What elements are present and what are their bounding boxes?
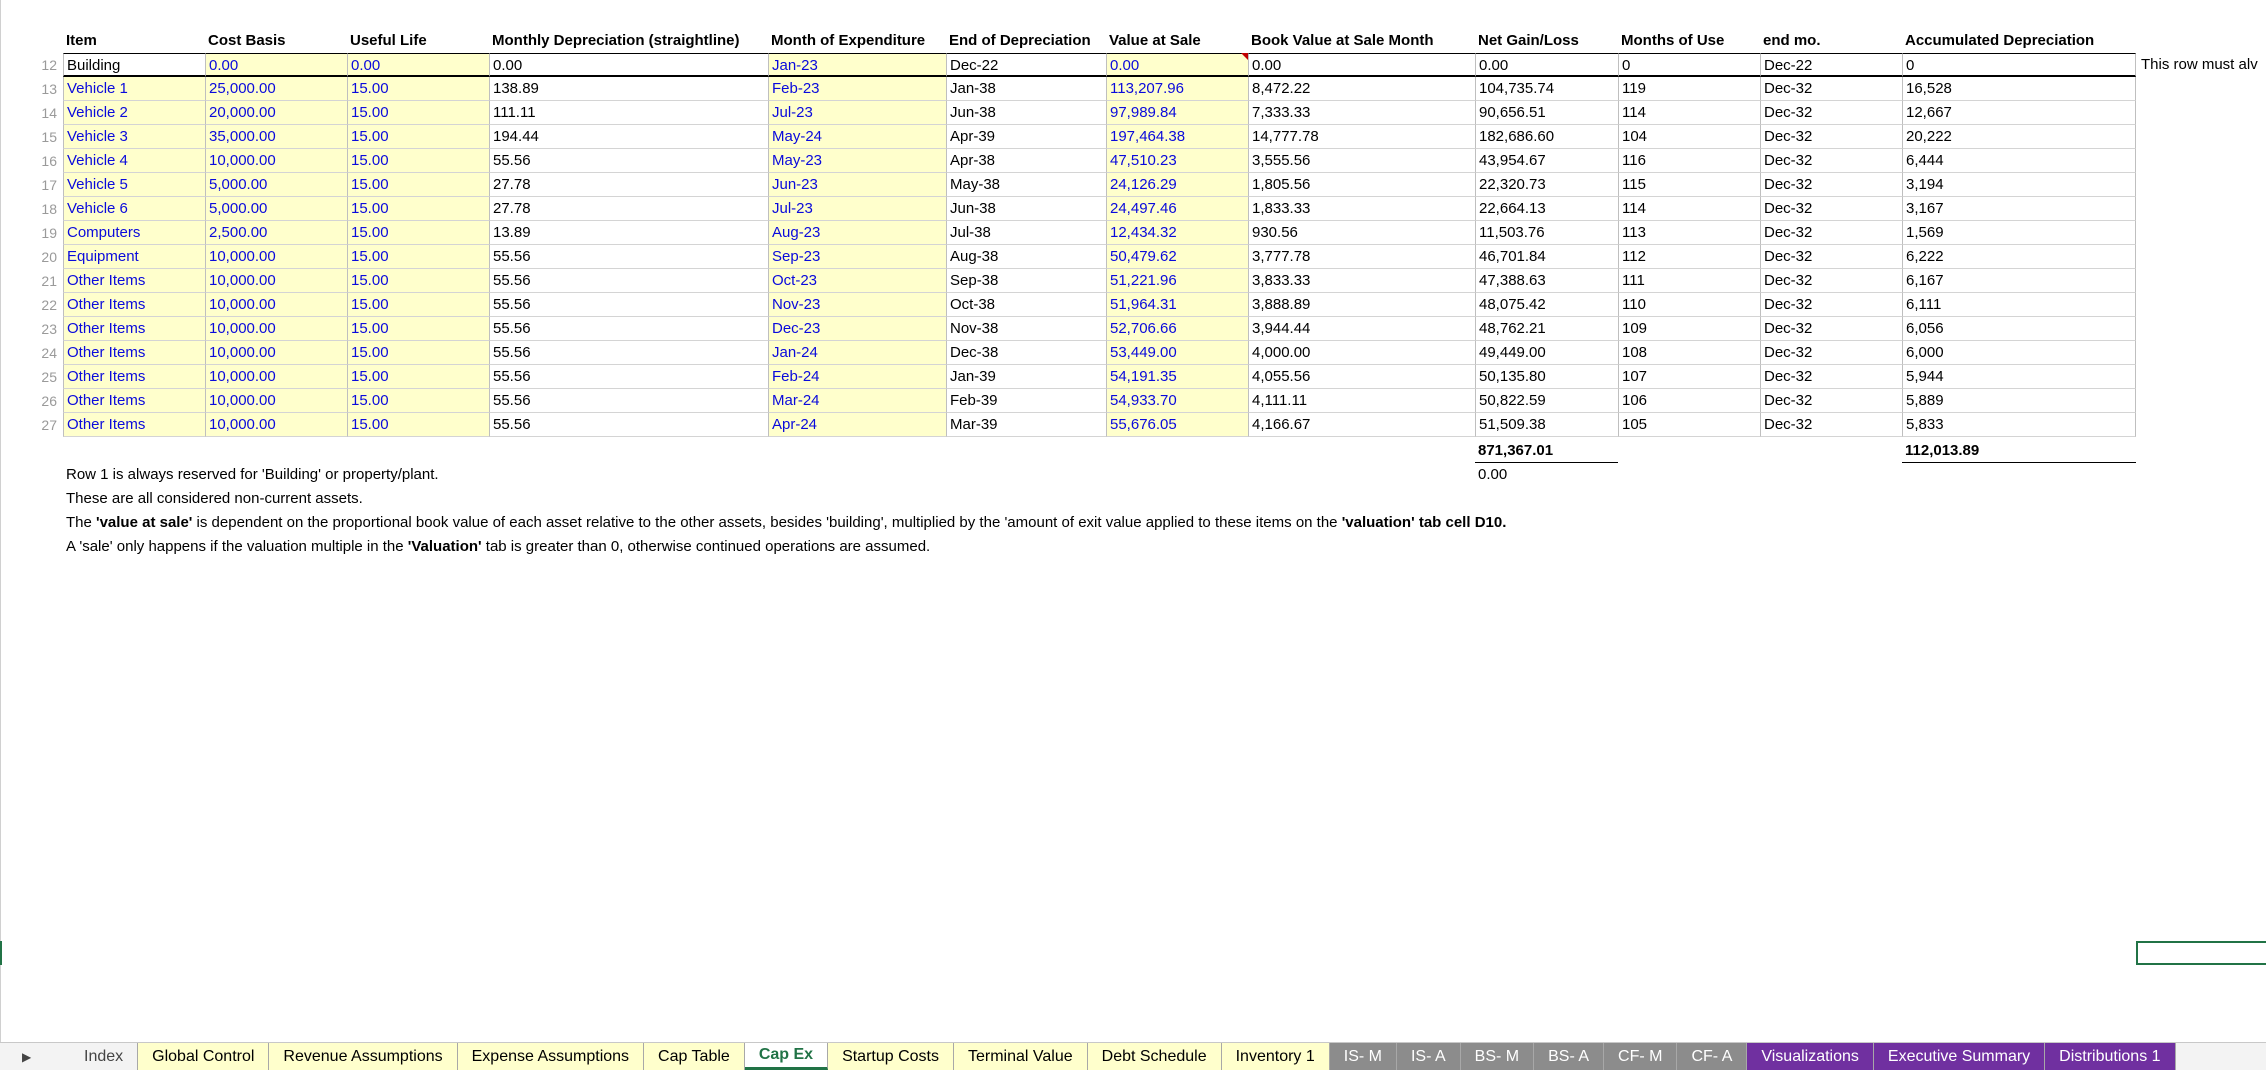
column-header-useful-life: Useful Life bbox=[350, 32, 427, 49]
cell-item[interactable]: Vehicle 5 bbox=[63, 173, 205, 197]
cell-useful-life[interactable]: 15.00 bbox=[347, 197, 489, 221]
cell-end-of-depreciation[interactable]: Nov-38 bbox=[946, 317, 1106, 341]
row-number: 20 bbox=[41, 249, 57, 265]
cell-monthly-depreciation[interactable]: 138.89 bbox=[489, 77, 768, 101]
cell-accumulated-depreciation[interactable]: 6,444 bbox=[1902, 149, 2136, 173]
sheet-tab-terminal-value[interactable]: Terminal Value bbox=[954, 1043, 1088, 1070]
cell-net-gain-loss[interactable]: 22,664.13 bbox=[1475, 197, 1618, 221]
sheet-tab-global-control[interactable]: Global Control bbox=[138, 1043, 269, 1070]
cell-net-gain-loss[interactable]: 0.00 bbox=[1475, 53, 1618, 77]
cell-end-of-depreciation[interactable]: Aug-38 bbox=[946, 245, 1106, 269]
selected-cell-outline[interactable] bbox=[2136, 941, 2266, 965]
cell-book-value-at-sale[interactable]: 8,472.22 bbox=[1248, 77, 1475, 101]
note-sale-condition-part: 'Valuation' bbox=[407, 538, 482, 555]
row-number: 12 bbox=[41, 57, 57, 73]
cell-useful-life[interactable]: 15.00 bbox=[347, 413, 489, 437]
note-sale-condition bbox=[66, 538, 930, 555]
cell-item[interactable]: Computers bbox=[63, 221, 205, 245]
cell-useful-life[interactable]: 15.00 bbox=[347, 221, 489, 245]
note-building-row bbox=[66, 466, 439, 483]
cell-monthly-depreciation[interactable]: 194.44 bbox=[489, 125, 768, 149]
accumulated-depreciation-total: 112,013.89 bbox=[1902, 439, 2136, 463]
sheet-tab-bs-m[interactable]: BS- M bbox=[1461, 1043, 1534, 1070]
sheet-tab-is-m[interactable]: IS- M bbox=[1330, 1043, 1397, 1070]
cell-cost-basis[interactable]: 10,000.00 bbox=[205, 341, 347, 365]
row-number: 22 bbox=[41, 297, 57, 313]
sheet-tab-bar bbox=[0, 1042, 2266, 1070]
cell-end-month[interactable]: Dec-32 bbox=[1760, 317, 1902, 341]
cell-end-of-depreciation[interactable]: Jun-38 bbox=[946, 101, 1106, 125]
cell-useful-life[interactable]: 15.00 bbox=[347, 317, 489, 341]
cell-value-at-sale[interactable]: 55,676.05 bbox=[1106, 413, 1248, 437]
scroll-tabs-right-icon[interactable]: ▶ bbox=[22, 1049, 32, 1064]
cell-monthly-depreciation[interactable]: 55.56 bbox=[489, 317, 768, 341]
cell-net-gain-loss[interactable]: 47,388.63 bbox=[1475, 269, 1618, 293]
cell-month-of-expenditure[interactable]: Feb-24 bbox=[768, 365, 946, 389]
sheet-tab-startup-costs[interactable]: Startup Costs bbox=[828, 1043, 954, 1070]
cell-useful-life[interactable]: 15.00 bbox=[347, 269, 489, 293]
cell-cost-basis[interactable]: 5,000.00 bbox=[205, 197, 347, 221]
cell-end-of-depreciation[interactable]: Mar-39 bbox=[946, 413, 1106, 437]
note-value-at-sale-part: 'valuation' tab cell D10. bbox=[1341, 514, 1507, 531]
cell-monthly-depreciation[interactable]: 27.78 bbox=[489, 173, 768, 197]
cell-months-of-use[interactable]: 115 bbox=[1618, 173, 1760, 197]
cell-end-month[interactable]: Dec-32 bbox=[1760, 293, 1902, 317]
column-header-end-month: end mo. bbox=[1763, 32, 1821, 49]
cell-end-month[interactable]: Dec-32 bbox=[1760, 221, 1902, 245]
cell-accumulated-depreciation[interactable]: 6,167 bbox=[1902, 269, 2136, 293]
cell-month-of-expenditure[interactable]: Jan-24 bbox=[768, 341, 946, 365]
row-header-divider bbox=[0, 0, 1, 1042]
cell-net-gain-loss[interactable]: 11,503.76 bbox=[1475, 221, 1618, 245]
cell-end-month[interactable]: Dec-32 bbox=[1760, 197, 1902, 221]
cell-cost-basis[interactable]: 2,500.00 bbox=[205, 221, 347, 245]
cell-monthly-depreciation[interactable]: 0.00 bbox=[489, 53, 768, 77]
cell-value-at-sale[interactable]: 54,933.70 bbox=[1106, 389, 1248, 413]
cell-useful-life[interactable]: 15.00 bbox=[347, 101, 489, 125]
cell-months-of-use[interactable]: 106 bbox=[1618, 389, 1760, 413]
cell-useful-life[interactable]: 15.00 bbox=[347, 173, 489, 197]
cell-item[interactable]: Equipment bbox=[63, 245, 205, 269]
cell-months-of-use[interactable]: 119 bbox=[1618, 77, 1760, 101]
cell-accumulated-depreciation[interactable]: 6,056 bbox=[1902, 317, 2136, 341]
cell-accumulated-depreciation[interactable]: 1,569 bbox=[1902, 221, 2136, 245]
cell-months-of-use[interactable]: 108 bbox=[1618, 341, 1760, 365]
cell-item[interactable]: Vehicle 3 bbox=[63, 125, 205, 149]
cell-accumulated-depreciation[interactable]: 0 bbox=[1902, 53, 2136, 77]
row-number: 24 bbox=[41, 345, 57, 361]
sheet-tab-index[interactable]: Index bbox=[70, 1043, 138, 1070]
cell-end-of-depreciation[interactable]: Sep-38 bbox=[946, 269, 1106, 293]
row-number: 19 bbox=[41, 225, 57, 241]
cell-useful-life[interactable]: 0.00 bbox=[347, 53, 489, 77]
cell-month-of-expenditure[interactable]: Sep-23 bbox=[768, 245, 946, 269]
cell-item[interactable]: Other Items bbox=[63, 317, 205, 341]
cell-net-gain-loss[interactable]: 90,656.51 bbox=[1475, 101, 1618, 125]
cell-net-gain-loss[interactable]: 50,135.80 bbox=[1475, 365, 1618, 389]
cell-book-value-at-sale[interactable]: 930.56 bbox=[1248, 221, 1475, 245]
cell-accumulated-depreciation[interactable]: 5,889 bbox=[1902, 389, 2136, 413]
cell-net-gain-loss[interactable]: 43,954.67 bbox=[1475, 149, 1618, 173]
cell-cost-basis[interactable]: 10,000.00 bbox=[205, 269, 347, 293]
cell-end-month[interactable]: Dec-32 bbox=[1760, 77, 1902, 101]
cell-monthly-depreciation[interactable]: 55.56 bbox=[489, 389, 768, 413]
net-gain-subtotal: 0.00 bbox=[1478, 466, 1508, 483]
cell-cost-basis[interactable]: 35,000.00 bbox=[205, 125, 347, 149]
row-number: 25 bbox=[41, 369, 57, 385]
sheet-tab-visualizations[interactable]: Visualizations bbox=[1747, 1043, 1874, 1070]
cell-end-month[interactable]: Dec-32 bbox=[1760, 125, 1902, 149]
row-number: 21 bbox=[41, 273, 57, 289]
cell-value-at-sale[interactable]: 197,464.38 bbox=[1106, 125, 1248, 149]
cell-monthly-depreciation[interactable]: 55.56 bbox=[489, 365, 768, 389]
cell-useful-life[interactable]: 15.00 bbox=[347, 389, 489, 413]
cell-useful-life[interactable]: 15.00 bbox=[347, 245, 489, 269]
cell-month-of-expenditure[interactable]: May-23 bbox=[768, 149, 946, 173]
cell-months-of-use[interactable]: 112 bbox=[1618, 245, 1760, 269]
column-header-monthly-depreciation: Monthly Depreciation (straightline) bbox=[492, 32, 740, 49]
cell-months-of-use[interactable]: 110 bbox=[1618, 293, 1760, 317]
cell-useful-life[interactable]: 15.00 bbox=[347, 293, 489, 317]
cell-monthly-depreciation[interactable]: 55.56 bbox=[489, 293, 768, 317]
cell-value-at-sale[interactable]: 12,434.32 bbox=[1106, 221, 1248, 245]
cell-end-of-depreciation[interactable]: Apr-38 bbox=[946, 149, 1106, 173]
cell-value-at-sale[interactable]: 52,706.66 bbox=[1106, 317, 1248, 341]
column-header-end-of-depreciation: End of Depreciation bbox=[949, 32, 1091, 49]
cell-book-value-at-sale[interactable]: 4,166.67 bbox=[1248, 413, 1475, 437]
sheet-tab-cf-m[interactable]: CF- M bbox=[1604, 1043, 1677, 1070]
cell-value-at-sale[interactable]: 51,964.31 bbox=[1106, 293, 1248, 317]
cell-month-of-expenditure[interactable]: Mar-24 bbox=[768, 389, 946, 413]
cell-useful-life[interactable]: 15.00 bbox=[347, 149, 489, 173]
note-sale-condition-part: A 'sale' only happens if the valuation multiple in the bbox=[66, 538, 408, 555]
cell-accumulated-depreciation[interactable]: 3,194 bbox=[1902, 173, 2136, 197]
cell-accumulated-depreciation[interactable]: 6,222 bbox=[1902, 245, 2136, 269]
cell-accumulated-depreciation[interactable]: 12,667 bbox=[1902, 101, 2136, 125]
cell-value-at-sale[interactable]: 53,449.00 bbox=[1106, 341, 1248, 365]
cell-net-gain-loss[interactable]: 22,320.73 bbox=[1475, 173, 1618, 197]
cell-book-value-at-sale[interactable]: 3,555.56 bbox=[1248, 149, 1475, 173]
cell-cost-basis[interactable]: 10,000.00 bbox=[205, 365, 347, 389]
note-value-at-sale-part: 'value at sale' bbox=[96, 514, 193, 531]
cell-book-value-at-sale[interactable]: 7,333.33 bbox=[1248, 101, 1475, 125]
cell-value-at-sale[interactable]: 54,191.35 bbox=[1106, 365, 1248, 389]
note-sale-condition-part: tab is greater than 0, otherwise continued operations are assumed. bbox=[481, 538, 931, 555]
cell-months-of-use[interactable]: 107 bbox=[1618, 365, 1760, 389]
column-header-cost-basis: Cost Basis bbox=[208, 32, 286, 49]
cell-monthly-depreciation[interactable]: 55.56 bbox=[489, 341, 768, 365]
cell-cost-basis[interactable]: 10,000.00 bbox=[205, 413, 347, 437]
cell-month-of-expenditure[interactable]: Nov-23 bbox=[768, 293, 946, 317]
cell-useful-life[interactable]: 15.00 bbox=[347, 341, 489, 365]
cell-useful-life[interactable]: 15.00 bbox=[347, 77, 489, 101]
cell-month-of-expenditure[interactable]: Jul-23 bbox=[768, 101, 946, 125]
cell-value-at-sale[interactable]: 24,126.29 bbox=[1106, 173, 1248, 197]
cell-month-of-expenditure[interactable]: Aug-23 bbox=[768, 221, 946, 245]
cell-cost-basis[interactable]: 10,000.00 bbox=[205, 293, 347, 317]
sheet-nav[interactable] bbox=[0, 1043, 70, 1070]
sheet-tab-inventory-1[interactable]: Inventory 1 bbox=[1222, 1043, 1330, 1070]
row-number: 27 bbox=[41, 417, 57, 433]
cell-accumulated-depreciation[interactable]: 6,000 bbox=[1902, 341, 2136, 365]
row-number: 23 bbox=[41, 321, 57, 337]
sheet-tab-debt-schedule[interactable]: Debt Schedule bbox=[1088, 1043, 1222, 1070]
cell-item[interactable]: Building bbox=[63, 53, 205, 77]
cell-end-month[interactable]: Dec-32 bbox=[1760, 269, 1902, 293]
cell-cost-basis[interactable]: 0.00 bbox=[205, 53, 347, 77]
column-header-months-of-use: Months of Use bbox=[1621, 32, 1725, 49]
cell-net-gain-loss[interactable]: 46,701.84 bbox=[1475, 245, 1618, 269]
cell-end-month[interactable]: Dec-32 bbox=[1760, 149, 1902, 173]
sheet-tab-expense-assumptions[interactable]: Expense Assumptions bbox=[458, 1043, 644, 1070]
cell-months-of-use[interactable]: 113 bbox=[1618, 221, 1760, 245]
row-number: 17 bbox=[41, 177, 57, 193]
cell-end-month[interactable]: Dec-32 bbox=[1760, 389, 1902, 413]
row-number: 16 bbox=[41, 153, 57, 169]
cell-monthly-depreciation[interactable]: 55.56 bbox=[489, 413, 768, 437]
cell-net-gain-loss[interactable]: 49,449.00 bbox=[1475, 341, 1618, 365]
note-value-at-sale bbox=[66, 514, 1506, 531]
cell-month-of-expenditure[interactable]: Jul-23 bbox=[768, 197, 946, 221]
cell-months-of-use[interactable]: 114 bbox=[1618, 197, 1760, 221]
comment-indicator-icon bbox=[1241, 53, 1248, 60]
cell-net-gain-loss[interactable]: 50,822.59 bbox=[1475, 389, 1618, 413]
cell-month-of-expenditure[interactable]: Apr-24 bbox=[768, 413, 946, 437]
cell-value-at-sale[interactable]: 113,207.96 bbox=[1106, 77, 1248, 101]
sheet-tab-cap-table[interactable]: Cap Table bbox=[644, 1043, 745, 1070]
cell-month-of-expenditure[interactable]: Jun-23 bbox=[768, 173, 946, 197]
cell-book-value-at-sale[interactable]: 3,888.89 bbox=[1248, 293, 1475, 317]
cell-net-gain-loss[interactable]: 182,686.60 bbox=[1475, 125, 1618, 149]
cell-end-of-depreciation[interactable]: Feb-39 bbox=[946, 389, 1106, 413]
cell-value-at-sale[interactable]: 97,989.84 bbox=[1106, 101, 1248, 125]
note-building-row-part: Row 1 is always reserved for 'Building' or property/plant. bbox=[66, 466, 439, 483]
cell-end-month[interactable]: Dec-32 bbox=[1760, 413, 1902, 437]
cell-cost-basis[interactable]: 20,000.00 bbox=[205, 101, 347, 125]
sheet-tab-revenue-assumptions[interactable]: Revenue Assumptions bbox=[269, 1043, 457, 1070]
cell-months-of-use[interactable]: 116 bbox=[1618, 149, 1760, 173]
cell-item[interactable]: Other Items bbox=[63, 365, 205, 389]
note-value-at-sale-part: The bbox=[66, 514, 97, 531]
cell-item[interactable]: Other Items bbox=[63, 269, 205, 293]
cell-cost-basis[interactable]: 10,000.00 bbox=[205, 149, 347, 173]
cell-months-of-use[interactable]: 114 bbox=[1618, 101, 1760, 125]
sheet-tab-cap-ex[interactable]: Cap Ex bbox=[745, 1043, 828, 1070]
cell-end-of-depreciation[interactable]: Dec-22 bbox=[946, 53, 1106, 77]
cell-end-month[interactable]: Dec-32 bbox=[1760, 101, 1902, 125]
cell-useful-life[interactable]: 15.00 bbox=[347, 125, 489, 149]
cell-book-value-at-sale[interactable]: 1,833.33 bbox=[1248, 197, 1475, 221]
side-note: This row must alv bbox=[2141, 56, 2258, 73]
row-number: 15 bbox=[41, 129, 57, 145]
cell-cost-basis[interactable]: 10,000.00 bbox=[205, 389, 347, 413]
cell-book-value-at-sale[interactable]: 1,805.56 bbox=[1248, 173, 1475, 197]
cell-book-value-at-sale[interactable]: 3,777.78 bbox=[1248, 245, 1475, 269]
cell-useful-life[interactable]: 15.00 bbox=[347, 365, 489, 389]
cell-monthly-depreciation[interactable]: 55.56 bbox=[489, 245, 768, 269]
cell-net-gain-loss[interactable]: 51,509.38 bbox=[1475, 413, 1618, 437]
note-non-current bbox=[66, 490, 363, 507]
row-number: 13 bbox=[41, 81, 57, 97]
cell-months-of-use[interactable]: 104 bbox=[1618, 125, 1760, 149]
cell-book-value-at-sale[interactable]: 14,777.78 bbox=[1248, 125, 1475, 149]
cell-accumulated-depreciation[interactable]: 5,833 bbox=[1902, 413, 2136, 437]
cell-end-of-depreciation[interactable]: Oct-38 bbox=[946, 293, 1106, 317]
sheet-tab-distributions-1[interactable]: Distributions 1 bbox=[2045, 1043, 2175, 1070]
cell-item[interactable]: Vehicle 6 bbox=[63, 197, 205, 221]
cell-end-month[interactable]: Dec-32 bbox=[1760, 341, 1902, 365]
cell-net-gain-loss[interactable]: 104,735.74 bbox=[1475, 77, 1618, 101]
cell-end-of-depreciation[interactable]: Dec-38 bbox=[946, 341, 1106, 365]
cell-month-of-expenditure[interactable]: Jan-23 bbox=[768, 53, 946, 77]
net-gain-total: 871,367.01 bbox=[1475, 439, 1618, 463]
cell-monthly-depreciation[interactable]: 111.11 bbox=[489, 101, 768, 125]
cell-accumulated-depreciation[interactable]: 6,111 bbox=[1902, 293, 2136, 317]
cell-month-of-expenditure[interactable]: Dec-23 bbox=[768, 317, 946, 341]
cell-accumulated-depreciation[interactable]: 3,167 bbox=[1902, 197, 2136, 221]
sheet-tab-is-a[interactable]: IS- A bbox=[1397, 1043, 1461, 1070]
column-header-item: Item bbox=[66, 32, 97, 49]
cell-end-month[interactable]: Dec-22 bbox=[1760, 53, 1902, 77]
note-non-current-part: These are all considered non-current assets. bbox=[66, 490, 363, 507]
column-header-book-value-at-sale: Book Value at Sale Month bbox=[1251, 32, 1434, 49]
cell-book-value-at-sale[interactable]: 4,055.56 bbox=[1248, 365, 1475, 389]
cell-book-value-at-sale[interactable]: 4,111.11 bbox=[1248, 389, 1475, 413]
cell-months-of-use[interactable]: 105 bbox=[1618, 413, 1760, 437]
cell-months-of-use[interactable]: 111 bbox=[1618, 269, 1760, 293]
cell-value-at-sale[interactable]: 47,510.23 bbox=[1106, 149, 1248, 173]
cell-accumulated-depreciation[interactable]: 20,222 bbox=[1902, 125, 2136, 149]
cell-end-of-depreciation[interactable]: Jun-38 bbox=[946, 197, 1106, 221]
cell-book-value-at-sale[interactable]: 4,000.00 bbox=[1248, 341, 1475, 365]
cell-months-of-use[interactable]: 109 bbox=[1618, 317, 1760, 341]
sheet-tab-cf-a[interactable]: CF- A bbox=[1677, 1043, 1747, 1070]
cell-end-of-depreciation[interactable]: Jan-39 bbox=[946, 365, 1106, 389]
cell-book-value-at-sale[interactable]: 3,833.33 bbox=[1248, 269, 1475, 293]
row-selection-marker bbox=[0, 941, 2, 965]
sheet-tab-executive-summary[interactable]: Executive Summary bbox=[1874, 1043, 2045, 1070]
column-header-value-at-sale: Value at Sale bbox=[1109, 32, 1201, 49]
row-number: 26 bbox=[41, 393, 57, 409]
cell-net-gain-loss[interactable]: 48,075.42 bbox=[1475, 293, 1618, 317]
row-number: 14 bbox=[41, 105, 57, 121]
cell-end-of-depreciation[interactable]: Apr-39 bbox=[946, 125, 1106, 149]
row-number: 18 bbox=[41, 201, 57, 217]
cell-end-month[interactable]: Dec-32 bbox=[1760, 245, 1902, 269]
note-value-at-sale-part: is dependent on the proportional book value of each asset relative to the other assets, besides 'building', multiplied by the 'amount of exit value applied to these items on the bbox=[192, 514, 1342, 531]
cell-value-at-sale[interactable]: 50,479.62 bbox=[1106, 245, 1248, 269]
cell-end-month[interactable]: Dec-32 bbox=[1760, 365, 1902, 389]
cell-cost-basis[interactable]: 5,000.00 bbox=[205, 173, 347, 197]
cell-item[interactable]: Vehicle 1 bbox=[63, 77, 205, 101]
cell-value-at-sale[interactable]: 24,497.46 bbox=[1106, 197, 1248, 221]
cell-accumulated-depreciation[interactable]: 16,528 bbox=[1902, 77, 2136, 101]
cell-monthly-depreciation[interactable]: 55.56 bbox=[489, 149, 768, 173]
column-header-month-of-expenditure: Month of Expenditure bbox=[771, 32, 926, 49]
sheet-tab-bs-a[interactable]: BS- A bbox=[1534, 1043, 1604, 1070]
cell-monthly-depreciation[interactable]: 27.78 bbox=[489, 197, 768, 221]
cell-end-month[interactable]: Dec-32 bbox=[1760, 173, 1902, 197]
cell-end-of-depreciation[interactable]: May-38 bbox=[946, 173, 1106, 197]
cell-item[interactable]: Other Items bbox=[63, 413, 205, 437]
cell-months-of-use[interactable]: 0 bbox=[1618, 53, 1760, 77]
column-header-accumulated-depreciation: Accumulated Depreciation bbox=[1905, 32, 2095, 49]
cell-monthly-depreciation[interactable]: 13.89 bbox=[489, 221, 768, 245]
cell-item[interactable]: Other Items bbox=[63, 341, 205, 365]
cell-cost-basis[interactable]: 25,000.00 bbox=[205, 77, 347, 101]
cell-item[interactable]: Other Items bbox=[63, 293, 205, 317]
cell-net-gain-loss[interactable]: 48,762.21 bbox=[1475, 317, 1618, 341]
cell-month-of-expenditure[interactable]: Feb-23 bbox=[768, 77, 946, 101]
column-header-net-gain-loss: Net Gain/Loss bbox=[1478, 32, 1579, 49]
cell-cost-basis[interactable]: 10,000.00 bbox=[205, 317, 347, 341]
cell-item[interactable]: Vehicle 4 bbox=[63, 149, 205, 173]
cell-book-value-at-sale[interactable]: 0.00 bbox=[1248, 53, 1475, 77]
cell-month-of-expenditure[interactable]: Oct-23 bbox=[768, 269, 946, 293]
cell-cost-basis[interactable]: 10,000.00 bbox=[205, 245, 347, 269]
cell-end-of-depreciation[interactable]: Jan-38 bbox=[946, 77, 1106, 101]
cell-month-of-expenditure[interactable]: May-24 bbox=[768, 125, 946, 149]
cell-book-value-at-sale[interactable]: 3,944.44 bbox=[1248, 317, 1475, 341]
cell-value-at-sale[interactable]: 0.00 bbox=[1106, 53, 1248, 77]
cell-end-of-depreciation[interactable]: Jul-38 bbox=[946, 221, 1106, 245]
cell-item[interactable]: Vehicle 2 bbox=[63, 101, 205, 125]
cell-value-at-sale[interactable]: 51,221.96 bbox=[1106, 269, 1248, 293]
cell-monthly-depreciation[interactable]: 55.56 bbox=[489, 269, 768, 293]
cell-item[interactable]: Other Items bbox=[63, 389, 205, 413]
cell-accumulated-depreciation[interactable]: 5,944 bbox=[1902, 365, 2136, 389]
